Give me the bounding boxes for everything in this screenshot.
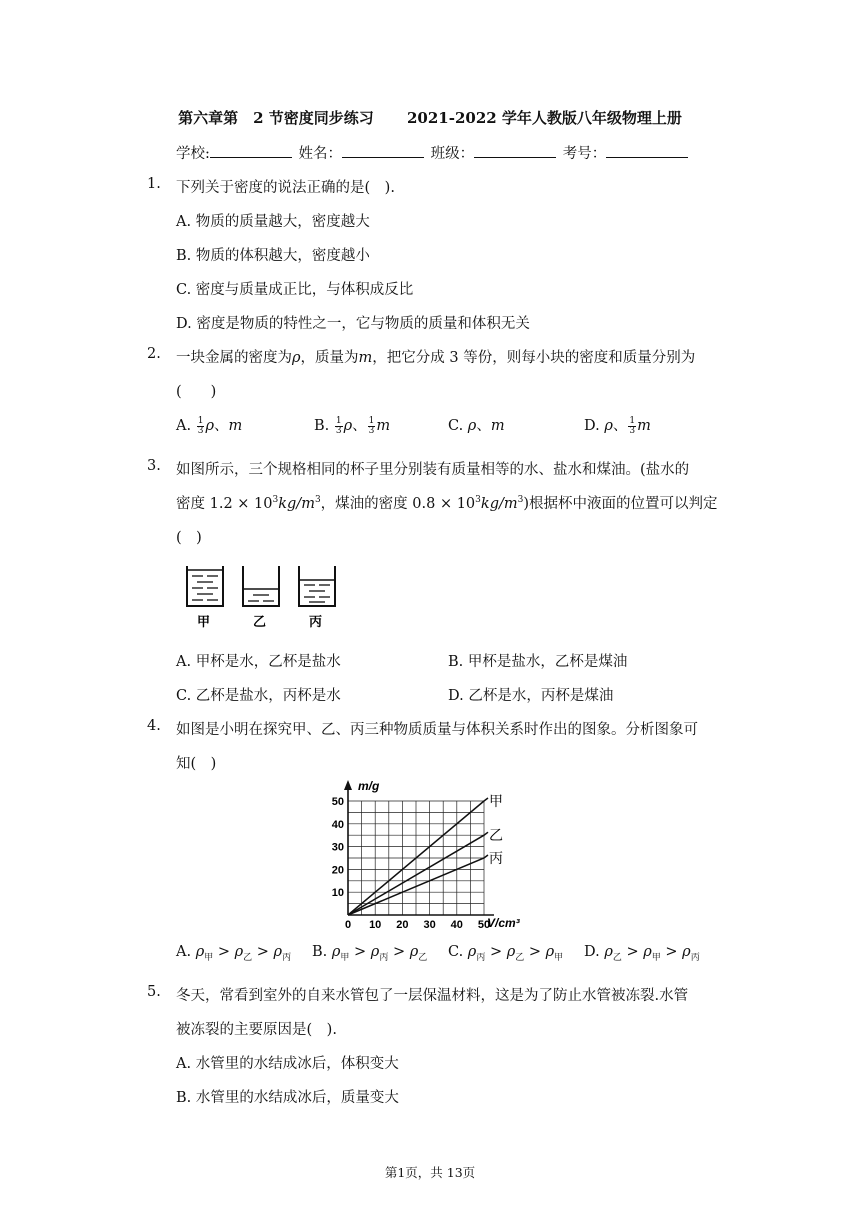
gt: > [213, 944, 235, 960]
sub-yi: 乙 [515, 952, 525, 963]
q2-b-sep: 、 [352, 418, 367, 434]
gt: > [349, 944, 371, 960]
cup-bing [299, 566, 335, 606]
q1-option-d: D. 密度是物质的特性之一，它与物质的质量和体积无关 [176, 316, 530, 332]
q1-stem: 下列关于密度的说法正确的是( ). [176, 180, 395, 196]
x-tick-label: 10 [369, 919, 382, 931]
q3-exp: 3 [272, 495, 279, 506]
q2-stem [176, 346, 695, 367]
rho: ρ [467, 944, 477, 960]
x-axis-label: V/cm³ [487, 916, 520, 930]
rho: ρ [331, 944, 341, 960]
q2-option-c [448, 414, 505, 435]
q2-b-rho: ρ [343, 418, 353, 434]
frac-den: 3 [629, 425, 636, 436]
rho: ρ [234, 944, 244, 960]
series-label-1: 乙 [489, 827, 503, 844]
series-line-2 [348, 855, 488, 915]
q3-line2-b: ，煤油的密度 0.8 × 10 [320, 496, 476, 512]
y-tick-label: 50 [331, 796, 344, 808]
frac-num: 1 [335, 415, 342, 426]
sub-jia: 甲 [651, 952, 661, 963]
q3-unit: kg/m [278, 496, 315, 512]
q2-b-m: m [376, 418, 391, 434]
q2-c-rho: ρ [467, 418, 477, 434]
q1-option-c: C. 密度与质量成正比，与体积成反比 [176, 282, 414, 298]
page-title [0, 107, 860, 128]
y-axis-label: m/g [358, 779, 380, 793]
q2-d-m: m [637, 418, 651, 434]
frac-den: 3 [368, 425, 375, 436]
q5-line1: 冬天，常看到室外的自来水管包了一层保温材料，这是为了防止水管被冻裂.水管 [176, 988, 689, 1004]
q2-d-sep: 、 [612, 418, 628, 434]
q2-a-frac [197, 417, 205, 436]
series-label-2: 丙 [489, 850, 503, 866]
q2-d-frac [628, 417, 636, 436]
rho: ρ [604, 944, 613, 960]
rho: ρ [545, 944, 555, 960]
sub-bing: 丙 [476, 952, 486, 963]
rho: ρ [370, 944, 380, 960]
q4-d-label: D. [584, 944, 600, 960]
q4-b-label: B. [312, 944, 328, 960]
blank-name[interactable] [342, 145, 424, 158]
sub-yi: 乙 [243, 952, 253, 963]
student-info-line [176, 142, 690, 163]
q5-option-b: B. 水管里的水结成冰后，质量变大 [176, 1090, 399, 1106]
q2-option-b [314, 414, 390, 436]
gt: > [485, 944, 507, 960]
q2-stem-c: ，把它分成 3 等份，则每小块的密度和质量分别为 [372, 350, 696, 366]
q3-option-b: B. 甲杯是盐水，乙杯是煤油 [448, 654, 628, 670]
q4-c-label: C. [448, 944, 464, 960]
y-axis-arrow [344, 780, 352, 790]
series-line-1 [348, 832, 488, 915]
q4-line2: 知( ) [176, 756, 217, 772]
q2-d-label: D. [584, 418, 600, 434]
sub-jia: 甲 [554, 952, 564, 963]
q4-option-b [312, 944, 427, 963]
frac-num: 1 [629, 415, 636, 426]
gt: > [524, 944, 546, 960]
frac-den: 3 [335, 425, 342, 436]
q2-c-m: m [490, 418, 505, 434]
q3-line2-a: 密度 1.2 × 10 [176, 496, 273, 512]
q1-option-b: B. 物质的体积越大，密度越小 [176, 248, 370, 264]
label-exam: 考号： [562, 146, 607, 162]
q2-a-m: m [228, 418, 243, 434]
x-tick-label: 0 [344, 919, 352, 931]
q1-option-a: A. 物质的质量越大，密度越大 [176, 214, 370, 230]
q3-unit: kg/m [480, 496, 518, 512]
sub-yi: 乙 [612, 952, 622, 963]
q3-paren: ( ) [176, 530, 202, 546]
q5-line2: 被冻裂的主要原因是( ). [176, 1022, 337, 1038]
q3-line1: 如图所示，三个规格相同的杯子里分别装有质量相等的水、盐水和煤油。(盐水的 [176, 462, 690, 478]
q3-exp: 3 [314, 495, 321, 506]
q4-number: 4. [147, 718, 161, 734]
q3-exp: 3 [517, 495, 524, 506]
q1-number: 1. [147, 176, 161, 192]
q2-b-frac2 [368, 417, 376, 436]
series-label-0: 甲 [489, 793, 503, 809]
q3-line2 [176, 492, 718, 513]
q2-option-d [584, 414, 651, 436]
rho: ρ [195, 944, 205, 960]
rho: ρ [273, 944, 283, 960]
q4-a-label: A. [176, 944, 192, 960]
cup-label-bing: 丙 [309, 614, 323, 629]
cup-label-jia: 甲 [197, 614, 211, 629]
label-school: 学校: [176, 146, 210, 162]
y-tick-label: 20 [331, 864, 344, 877]
q2-option-a [176, 414, 242, 436]
series-line-0 [348, 798, 488, 915]
cup-yi [243, 566, 279, 606]
title-chapter: 第六章第 2 节密度同步练习 [178, 109, 374, 127]
q3-option-d: D. 乙杯是水，丙杯是煤油 [448, 688, 614, 704]
mass-volume-chart [320, 772, 535, 934]
cups-figure [183, 560, 353, 632]
sub-bing: 丙 [690, 952, 700, 963]
gt: > [660, 944, 683, 960]
q2-a-label: A. [176, 418, 192, 434]
q2-stem-a: 一块金属的密度为 [176, 350, 292, 366]
q2-c-sep: 、 [476, 418, 491, 434]
gt: > [388, 944, 410, 960]
rho: ρ [643, 944, 652, 960]
q2-c-label: C. [448, 418, 464, 434]
q2-a-sep: 、 [213, 418, 229, 434]
q3-option-a: A. 甲杯是水，乙杯是盐水 [176, 654, 341, 670]
blank-class[interactable] [474, 145, 556, 158]
q2-b-frac1 [335, 417, 343, 436]
gt: > [252, 944, 274, 960]
y-tick-label: 30 [331, 841, 344, 854]
frac-den: 3 [197, 425, 204, 436]
chart-series [348, 793, 503, 915]
gt: > [621, 944, 644, 960]
sub-yi: 乙 [418, 952, 428, 963]
q5-option-a: A. 水管里的水结成冰后，体积变大 [176, 1056, 399, 1072]
rho: ρ [506, 944, 516, 960]
x-tick-label: 30 [423, 919, 436, 931]
x-tick-label: 20 [396, 919, 409, 931]
label-class: 班级： [430, 146, 475, 162]
q2-d-rho: ρ [604, 418, 613, 434]
cup-label-yi: 乙 [253, 614, 267, 629]
frac-num: 1 [368, 415, 375, 426]
frac-num: 1 [197, 415, 204, 426]
q2-paren: ( ) [176, 384, 217, 400]
sub-bing: 丙 [379, 952, 389, 963]
y-tick-label: 10 [331, 887, 344, 900]
sub-jia: 甲 [204, 952, 214, 963]
q3-exp: 3 [475, 495, 481, 506]
label-name: 姓名： [298, 146, 342, 162]
cup-jia [187, 566, 223, 606]
sub-jia: 甲 [340, 952, 350, 963]
blank-exam[interactable] [606, 145, 688, 158]
q5-number: 5. [147, 984, 161, 1000]
q3-option-c: C. 乙杯是盐水，丙杯是水 [176, 688, 341, 704]
page-footer: 第1页，共 13页 [384, 1165, 476, 1180]
q2-m: m [358, 350, 373, 366]
chart-axes [344, 780, 494, 915]
blank-school[interactable] [210, 145, 292, 158]
y-tick-label: 40 [331, 818, 344, 831]
q4-option-a [176, 944, 291, 963]
q3-number: 3. [147, 458, 161, 474]
q2-rho: ρ [292, 350, 301, 366]
rho: ρ [682, 944, 691, 960]
sub-bing: 丙 [282, 952, 292, 963]
q2-b-label: B. [314, 418, 330, 434]
q4-line1: 如图是小明在探究甲、乙、丙三种物质质量与体积关系时作出的图象。分析图象可 [176, 722, 698, 738]
x-tick-label: 40 [450, 919, 463, 931]
rho: ρ [409, 944, 419, 960]
q3-line2-c: )根据杯中液面的位置可以判定 [523, 496, 718, 512]
x-tick-label: 50 [477, 919, 491, 931]
q2-stem-b: ，质量为 [300, 350, 359, 366]
q4-option-c [448, 944, 563, 963]
q2-a-rho: ρ [205, 418, 214, 434]
q2-number: 2. [147, 346, 161, 362]
title-grade: 2021-2022 学年人教版八年级物理上册 [406, 109, 682, 127]
q4-option-d [584, 944, 700, 963]
